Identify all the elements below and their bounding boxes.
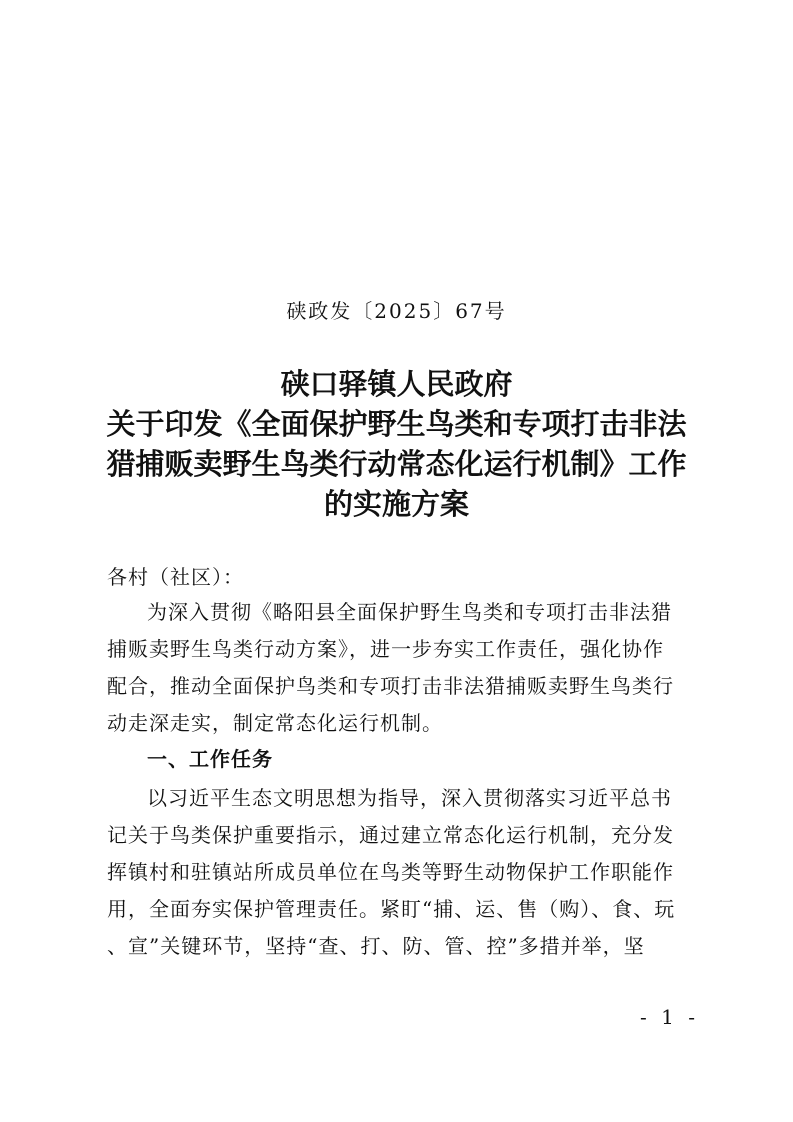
text-line: 配合，推动全面保护鸟类和专项打击非法猎捕贩卖野生鸟类行 bbox=[107, 674, 674, 698]
text-line: 捕贩卖野生鸟类行动方案》，进一步夯实工作责任，强化协作 bbox=[107, 637, 664, 661]
text-line: 挥镇村和驻镇站所成员单位在鸟类等野生动物保护工作职能作 bbox=[107, 860, 674, 884]
document-number: 硖政发〔2025〕67号 bbox=[286, 299, 507, 323]
title-line: 的实施方案 bbox=[323, 487, 469, 521]
paragraph-intro bbox=[107, 594, 697, 742]
title-line: 硖口驿镇人民政府 bbox=[280, 367, 513, 401]
page-number: - 1 - bbox=[640, 1005, 699, 1029]
text-line: 用，全面夯实保护管理责任。紧盯“捕、运、售（购）、食、玩 bbox=[107, 897, 676, 921]
section-heading: 一、工作任务 bbox=[147, 747, 273, 771]
text-line: 以习近平生态文明思想为指导，深入贯彻落实习近平总书 bbox=[147, 786, 672, 810]
text-line: 动走深走实，制定常态化运行机制。 bbox=[107, 711, 443, 735]
title-line: 猎捕贩卖野生鸟类行动常态化运行机制》工作 bbox=[106, 447, 687, 481]
document-title bbox=[90, 364, 703, 524]
addressee: 各村（社区）： bbox=[107, 565, 244, 589]
text-line: 为深入贯彻《略阳县全面保护野生鸟类和专项打击非法猎 bbox=[147, 600, 672, 624]
paragraph-tasks bbox=[107, 780, 697, 965]
title-line: 关于印发《全面保护野生鸟类和专项打击非法 bbox=[106, 407, 687, 441]
text-line: 记关于鸟类保护重要指示，通过建立常态化运行机制，充分发 bbox=[107, 823, 674, 847]
text-line: 、宣”关键环节，坚持“查、打、防、管、控”多措并举，坚 bbox=[107, 934, 645, 958]
